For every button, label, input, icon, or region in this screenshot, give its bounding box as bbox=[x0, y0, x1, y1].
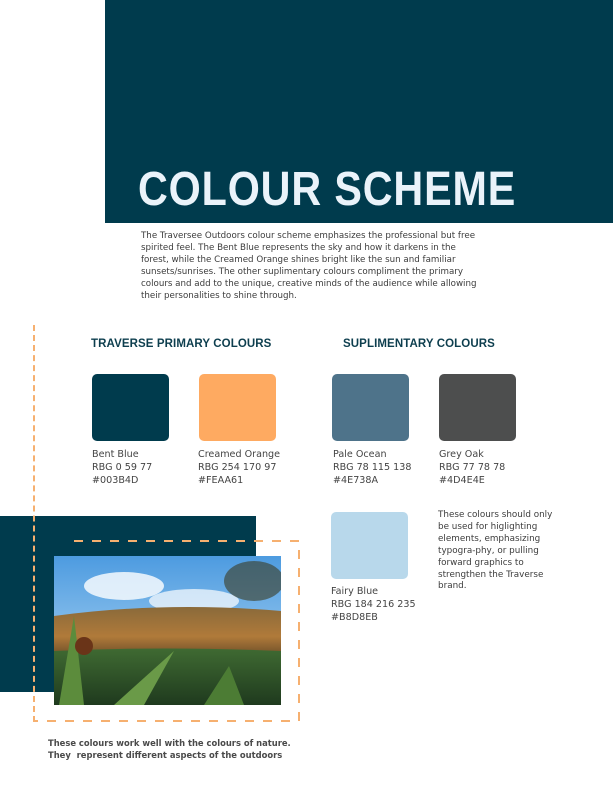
colour-rgb: RBG 77 78 78 bbox=[439, 461, 506, 473]
swatch-label-creamed-orange bbox=[198, 449, 280, 487]
colour-name: Pale Ocean bbox=[333, 449, 387, 460]
colour-hex: #FEAA61 bbox=[198, 474, 244, 486]
colour-hex: #B8D8EB bbox=[331, 611, 378, 623]
caption-line-2: They represent different aspects of the outdoors bbox=[48, 750, 283, 760]
intro-paragraph: The Traversee Outdoors colour scheme emphasizes the professional but free spirited feel. The Bent Blue represents the sky and how it darkens in the forest, while the Creamed Orange shines bright like the sun and familiar sunsets/sunrises. The other suplimentary colours compliment the primary colours and add to the unique, creative minds of the audience while allowing their personalities to shine through. bbox=[141, 231, 477, 301]
swatch-label-fairy-blue bbox=[331, 586, 416, 624]
swatch-pale-ocean bbox=[332, 374, 409, 441]
swatch-label-bent-blue bbox=[92, 449, 152, 487]
swatch-bent-blue bbox=[92, 374, 169, 441]
supplementary-colours-heading: SUPLIMENTARY COLOURS bbox=[343, 338, 495, 350]
colour-rgb: RBG 78 115 138 bbox=[333, 461, 412, 473]
swatch-label-grey-oak bbox=[439, 449, 505, 487]
colour-name: Fairy Blue bbox=[331, 586, 379, 597]
colour-rgb: RBG 254 170 97 bbox=[198, 461, 277, 473]
colour-hex: #4D4E4E bbox=[439, 474, 485, 486]
swatch-label-pale-ocean bbox=[333, 449, 412, 487]
colour-name: Grey Oak bbox=[439, 449, 484, 460]
colour-hex: #003B4D bbox=[92, 474, 139, 486]
colour-rgb: RBG 184 216 235 bbox=[331, 598, 416, 610]
colour-hex: #4E738A bbox=[333, 474, 379, 486]
swatch-fairy-blue bbox=[331, 512, 408, 579]
swatch-creamed-orange bbox=[199, 374, 276, 441]
photo-caption bbox=[48, 737, 291, 761]
page-title: COLOUR SCHEME bbox=[138, 163, 517, 216]
colour-name: Bent Blue bbox=[92, 449, 139, 460]
primary-colours-heading: TRAVERSE PRIMARY COLOURS bbox=[91, 338, 272, 350]
nature-photo bbox=[54, 556, 281, 705]
colour-name: Creamed Orange bbox=[198, 449, 281, 460]
supplementary-usage-note: These colours should only be used for higlighting elements, emphasizing typogra-phy, or pulling forward graphics to strengthen the Traverse brand. bbox=[438, 510, 553, 592]
colour-rgb: RBG 0 59 77 bbox=[92, 461, 153, 473]
caption-line-1: These colours work well with the colours of nature. bbox=[48, 738, 291, 748]
swatch-grey-oak bbox=[439, 374, 516, 441]
